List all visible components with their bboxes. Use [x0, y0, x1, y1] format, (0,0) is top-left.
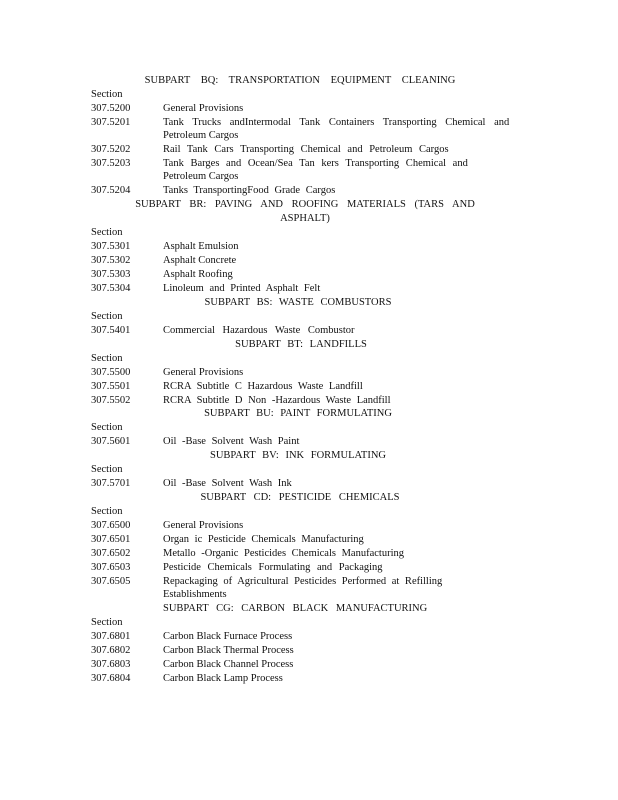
section-label: Section: [91, 422, 123, 433]
subpart-heading-br: SUBPART BR: PAVING AND ROOFING MATERIALS (TARS AND: [135, 199, 475, 210]
subpart-heading-br-cont: ASPHALT): [280, 213, 330, 224]
section-title: RCRA Subtitle C Hazardous Waste Landfill: [163, 381, 363, 392]
section-title: Tank Trucks andIntermodal Tank Containers Transporting Chemical and: [163, 117, 510, 128]
section-title: Organ ic Pesticide Chemicals Manufacturing: [163, 534, 364, 545]
section-code: 307.5601: [91, 436, 131, 447]
section-code: 307.5500: [91, 367, 131, 378]
section-title: Carbon Black Lamp Process: [163, 673, 283, 684]
section-code: 307.6803: [91, 659, 131, 670]
subpart-heading-cg: SUBPART CG: CARBON BLACK MANUFACTURING: [163, 603, 428, 614]
section-title: RCRA Subtitle D Non -Hazardous Waste Landfill: [163, 395, 391, 406]
section-title: Asphalt Concrete: [163, 255, 237, 266]
section-title: Pesticide Chemicals Formulating and Packaging: [163, 562, 383, 573]
subpart-heading-bv: SUBPART BV: INK FORMULATING: [210, 450, 386, 461]
section-code: 307.6804: [91, 673, 131, 684]
section-code: 307.5202: [91, 144, 131, 155]
section-label: Section: [91, 89, 123, 100]
section-title: Carbon Black Channel Process: [163, 659, 294, 670]
section-title: Commercial Hazardous Waste Combustor: [163, 325, 355, 336]
section-title: Tank Barges and Ocean/Sea Tan kers Transporting Chemical and: [163, 158, 468, 169]
subpart-heading-bs: SUBPART BS: WASTE COMBUSTORS: [204, 297, 392, 308]
section-label: Section: [91, 227, 123, 238]
section-code: 307.5701: [91, 478, 131, 489]
section-code: 307.6501: [91, 534, 131, 545]
section-title: General Provisions: [163, 103, 244, 114]
section-code: 307.5501: [91, 381, 131, 392]
subpart-heading-bq: SUBPART BQ: TRANSPORTATION EQUIPMENT CLEANING: [144, 75, 456, 86]
section-code: 307.5201: [91, 117, 131, 128]
section-title: Oil -Base Solvent Wash Paint: [163, 436, 300, 447]
subpart-heading-bt: SUBPART BT: LANDFILLS: [235, 339, 367, 350]
section-label: Section: [91, 506, 123, 517]
subpart-heading-bu: SUBPART BU: PAINT FORMULATING: [204, 408, 392, 419]
section-title: Linoleum and Printed Asphalt Felt: [163, 283, 321, 294]
section-title: Carbon Black Thermal Process: [163, 645, 294, 656]
section-code: 307.5200: [91, 103, 131, 114]
section-title: General Provisions: [163, 520, 244, 531]
section-title: Metallo -Organic Pesticides Chemicals Manufacturing: [163, 548, 404, 559]
section-code: 307.5304: [91, 283, 131, 294]
section-code: 307.5303: [91, 269, 131, 280]
section-code: 307.6502: [91, 548, 131, 559]
section-title: Carbon Black Furnace Process: [163, 631, 293, 642]
section-title: Repackaging of Agricultural Pesticides Performed at Refilling: [163, 576, 443, 587]
section-title: Oil -Base Solvent Wash Ink: [163, 478, 292, 489]
subpart-heading-cd: SUBPART CD: PESTICIDE CHEMICALS: [200, 492, 400, 503]
section-title: Asphalt Emulsion: [163, 241, 239, 252]
section-code: 307.6505: [91, 576, 131, 587]
section-title-cont: Petroleum Cargos: [163, 171, 239, 182]
section-code: 307.5401: [91, 325, 131, 336]
section-label: Section: [91, 464, 123, 475]
section-title: Asphalt Roofing: [163, 269, 233, 280]
section-label: Section: [91, 353, 123, 364]
section-title: General Provisions: [163, 367, 244, 378]
section-code: 307.6801: [91, 631, 131, 642]
section-code: 307.5203: [91, 158, 131, 169]
section-title: Tanks TransportingFood Grade Cargos: [163, 185, 336, 196]
section-code: 307.6802: [91, 645, 131, 656]
section-label: Section: [91, 617, 123, 628]
section-code: 307.5204: [91, 185, 131, 196]
section-title: Rail Tank Cars Transporting Chemical and Petroleum Cargos: [163, 144, 449, 155]
section-code: 307.6503: [91, 562, 131, 573]
section-title-cont: Establishments: [163, 589, 227, 600]
section-code: 307.5301: [91, 241, 131, 252]
section-title-cont: Petroleum Cargos: [163, 130, 239, 141]
section-code: 307.5502: [91, 395, 131, 406]
section-label: Section: [91, 311, 123, 322]
section-code: 307.6500: [91, 520, 131, 531]
section-code: 307.5302: [91, 255, 131, 266]
